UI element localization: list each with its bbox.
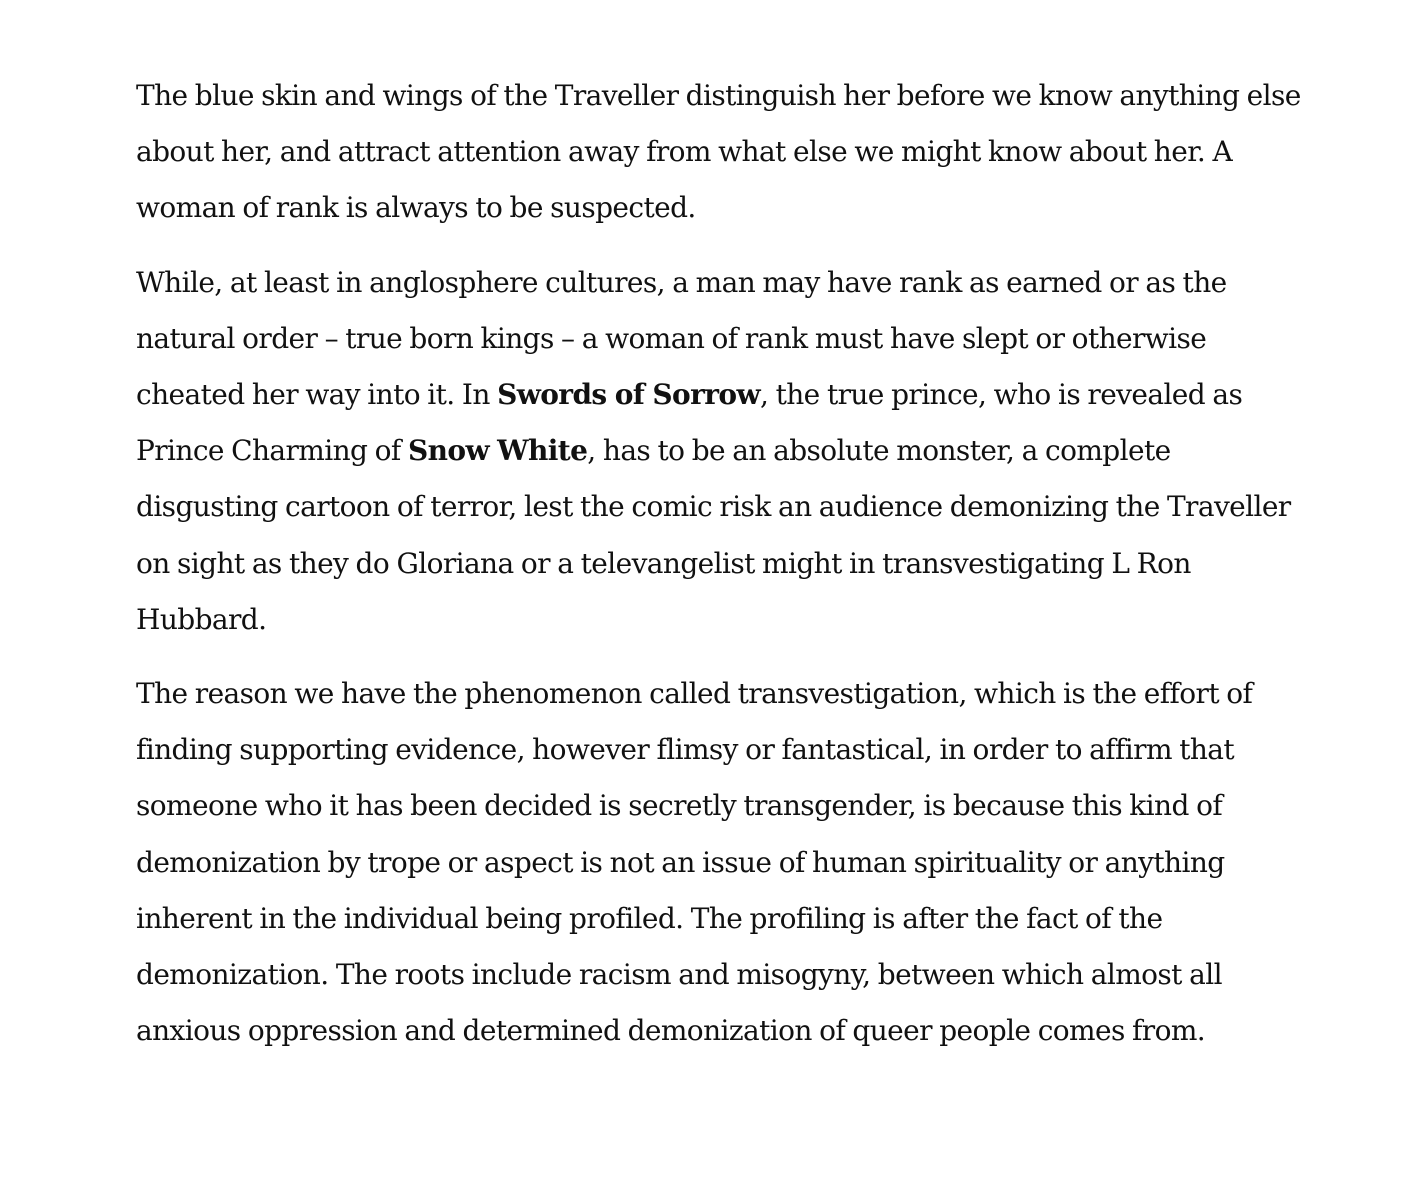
title-snow-white: Snow White [408,434,588,468]
paragraph-2 [136,255,1308,648]
paragraph-2-text-1: While, at least in anglosphere cultures, a man may have rank as earned or as the natural order – true born kings – a woman of rank must have slept or otherwise cheated her way into it. In [136,265,1227,412]
paragraph-1: The blue skin and wings of the Traveller distinguish her before we know anything else about her, and attract attention away from what else we might know about her. A woman of rank is always to be suspected. [136,79,1301,225]
title-swords-of-sorrow: Swords of Sorrow [497,378,760,412]
paragraph-2-text-3: , has to be an absolute monster, a complete disgusting cartoon of terror, lest the comic risk an audience demonizing the Traveller on sight as they do Gloriana or a televangelist might in transvestigating L Ron Hubbard. [136,434,1291,636]
article-body [136,68,1308,1077]
paragraph-3: The reason we have the phenomenon called transvestigation, which is the effort of finding supporting evidence, however flimsy or fantastical, in order to affirm that someone who it has been decided is secretly transgender, is because this kind of demonization by trope or aspect is not an issue of human spirituality or anything inherent in the individual being profiled. The profiling is after the fact of the demonization. The roots include racism and misogyny, between which almost all anxious oppression and determined demonization of queer people comes from. [136,677,1253,1048]
paragraph-2-text-2: , the true prince, who is revealed as Prince Charming of [136,378,1243,468]
